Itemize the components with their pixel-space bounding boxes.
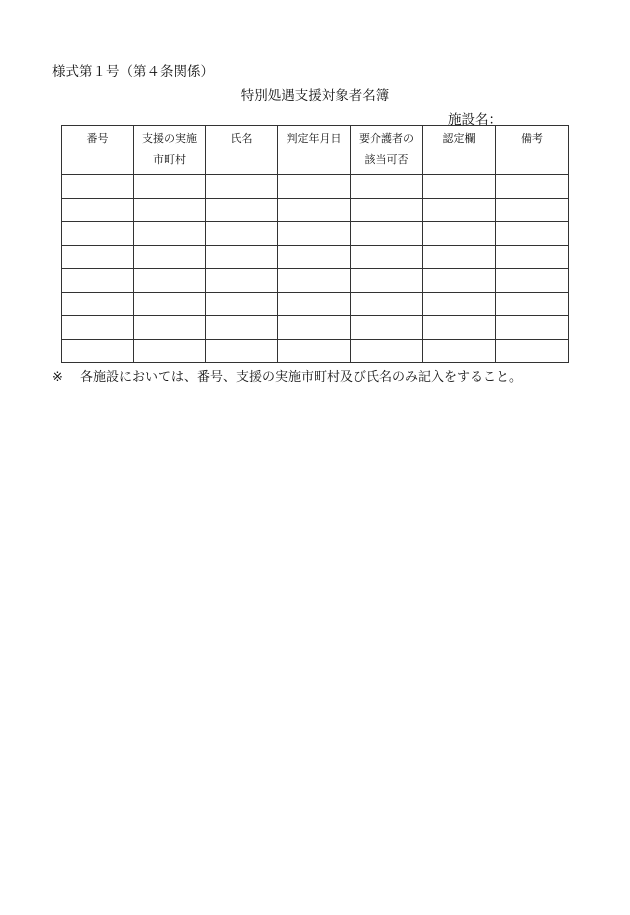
table-cell[interactable] (278, 175, 351, 199)
table-cell[interactable] (278, 316, 351, 340)
header-cell-judgment-date (278, 126, 351, 175)
table-cell[interactable] (62, 175, 134, 199)
header-line: 備考 (521, 132, 543, 145)
table-row (62, 269, 569, 293)
header-line: 市町村 (153, 153, 186, 166)
table-cell[interactable] (423, 222, 496, 246)
table-cell[interactable] (423, 198, 496, 222)
table-cell[interactable] (351, 175, 423, 199)
header-line: 認定欄 (442, 132, 476, 145)
table-cell[interactable] (496, 198, 569, 222)
table-cell[interactable] (134, 339, 206, 363)
table-cell[interactable] (496, 222, 569, 246)
table-cell[interactable] (134, 175, 206, 199)
roster-table (61, 125, 569, 363)
table-cell[interactable] (62, 269, 134, 293)
table-cell[interactable] (134, 198, 206, 222)
table-row (62, 198, 569, 222)
table-row (62, 292, 569, 316)
table-cell[interactable] (496, 292, 569, 316)
footnote (52, 366, 522, 385)
table-cell[interactable] (423, 269, 496, 293)
table-cell[interactable] (278, 245, 351, 269)
header-line: 判定年月日 (286, 132, 342, 145)
header-cell-certification (423, 126, 496, 175)
header-cell-municipality (134, 126, 206, 175)
table-cell[interactable] (351, 292, 423, 316)
table-cell[interactable] (351, 316, 423, 340)
header-cell-name (206, 126, 278, 175)
footnote-text: 各施設においては、番号、支援の実施市町村及び氏名のみ記入をすること。 (80, 370, 523, 385)
form-number: 様式第１号（第４条関係） (52, 64, 214, 80)
table-cell[interactable] (278, 339, 351, 363)
table-cell[interactable] (134, 222, 206, 246)
table-row (62, 175, 569, 199)
table-cell[interactable] (134, 269, 206, 293)
table-cell[interactable] (278, 198, 351, 222)
table-cell[interactable] (206, 198, 278, 222)
table-cell[interactable] (351, 245, 423, 269)
table-cell[interactable] (423, 339, 496, 363)
table-body (62, 175, 569, 363)
table-cell[interactable] (206, 175, 278, 199)
header-cell-care-eligibility (351, 126, 423, 175)
table-row (62, 222, 569, 246)
table-cell[interactable] (62, 198, 134, 222)
document-title: 特別処遇支援対象者名簿 (240, 88, 390, 104)
table-row (62, 316, 569, 340)
table-cell[interactable] (62, 245, 134, 269)
table-cell[interactable] (496, 245, 569, 269)
table-cell[interactable] (206, 316, 278, 340)
header-line: 番号 (86, 132, 109, 145)
table-cell[interactable] (496, 316, 569, 340)
table-cell[interactable] (62, 222, 134, 246)
table-header (62, 126, 569, 175)
table-cell[interactable] (206, 269, 278, 293)
table-cell[interactable] (351, 339, 423, 363)
table-cell[interactable] (134, 316, 206, 340)
header-cell-remarks (496, 126, 569, 175)
table-cell[interactable] (62, 339, 134, 363)
table-cell[interactable] (423, 316, 496, 340)
table-row (62, 245, 569, 269)
table-cell[interactable] (134, 245, 206, 269)
table-cell[interactable] (351, 269, 423, 293)
table-cell[interactable] (496, 339, 569, 363)
table-cell[interactable] (278, 292, 351, 316)
header-line: 該当可否 (364, 153, 409, 166)
header-line: 氏名 (230, 132, 253, 145)
table-cell[interactable] (278, 222, 351, 246)
table-cell[interactable] (496, 175, 569, 199)
table-cell[interactable] (206, 339, 278, 363)
table-cell[interactable] (351, 198, 423, 222)
header-line: 支援の実施 (142, 132, 197, 145)
reference-mark: ※ (52, 370, 63, 385)
table-header-row (62, 126, 569, 175)
table-cell[interactable] (206, 292, 278, 316)
header-line: 要介護者の (359, 132, 414, 145)
table-cell[interactable] (423, 292, 496, 316)
table-cell[interactable] (496, 269, 569, 293)
table-cell[interactable] (206, 245, 278, 269)
table-row (62, 339, 569, 363)
table-cell[interactable] (423, 175, 496, 199)
table-cell[interactable] (206, 222, 278, 246)
table-cell[interactable] (62, 292, 134, 316)
table-cell[interactable] (278, 269, 351, 293)
table-cell[interactable] (423, 245, 496, 269)
facility-name-label: 施設名： (448, 112, 502, 128)
table-cell[interactable] (134, 292, 206, 316)
table-cell[interactable] (351, 222, 423, 246)
table-cell[interactable] (62, 316, 134, 340)
header-cell-number (62, 126, 134, 175)
